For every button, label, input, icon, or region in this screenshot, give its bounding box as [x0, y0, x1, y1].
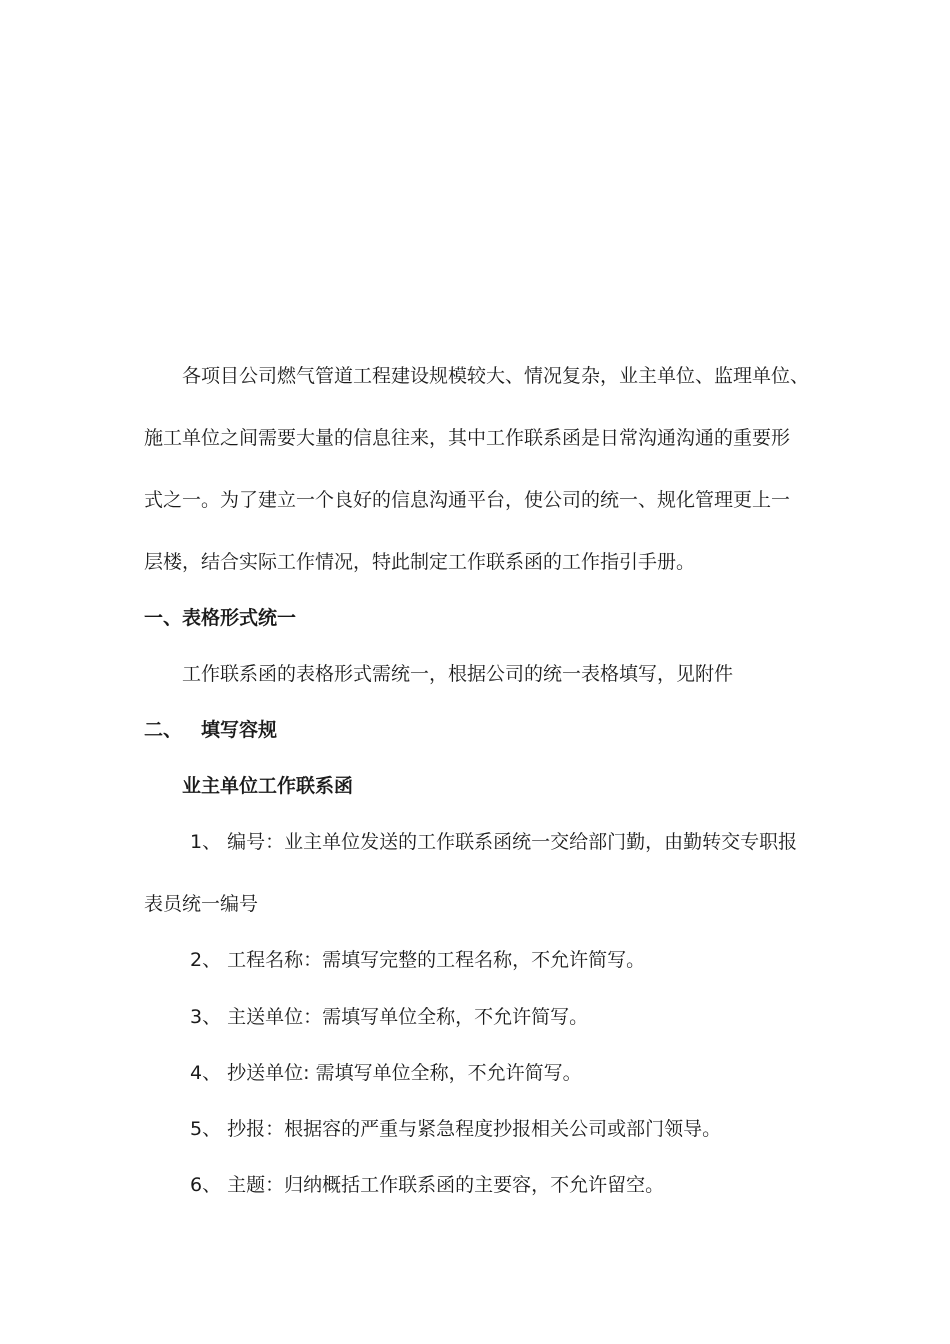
list-item-6: 6、 主题：归纳概括工作联系函的主要容，不允许留空。 — [190, 1174, 665, 1196]
section-2-number: 二、 — [144, 719, 183, 741]
list-item-5: 5、 抄报：根据容的严重与紧急程度抄报相关公司或部门领导。 — [190, 1118, 722, 1140]
list-item-2: 2、 工程名称：需填写完整的工程名称，不允许简写。 — [190, 949, 646, 971]
section-1-heading: 一、表格形式统一 — [144, 607, 297, 629]
intro-line-1: 各项目公司燃气管道工程建设规模较大、情况复杂，业主单位、监理单位、 — [182, 365, 810, 387]
list-item-1: 1、 编号：业主单位发送的工作联系函统一交给部门勤，由勤转交专职报 — [190, 831, 798, 853]
intro-line-2: 施工单位之间需要大量的信息往来，其中工作联系函是日常沟通沟通的重要形 — [144, 427, 791, 449]
list-item-4: 4、 抄送单位: 需填写单位全称，不允许简写。 — [190, 1062, 582, 1084]
intro-line-3: 式之一。为了建立一个良好的信息沟通平台，使公司的统一、规化管理更上一 — [144, 489, 791, 511]
list-item-1-continuation: 表员统一编号 — [144, 893, 259, 915]
section-2-subheading: 业主单位工作联系函 — [182, 775, 354, 797]
section-1-body: 工作联系函的表格形式需统一，根据公司的统一表格填写，见附件 — [182, 663, 734, 685]
section-2-title: 填写容规 — [201, 719, 278, 741]
intro-line-4: 层楼，结合实际工作情况，特此制定工作联系函的工作指引手册。 — [144, 551, 696, 573]
list-item-3: 3、 主送单位：需填写单位全称，不允许简写。 — [190, 1006, 589, 1028]
